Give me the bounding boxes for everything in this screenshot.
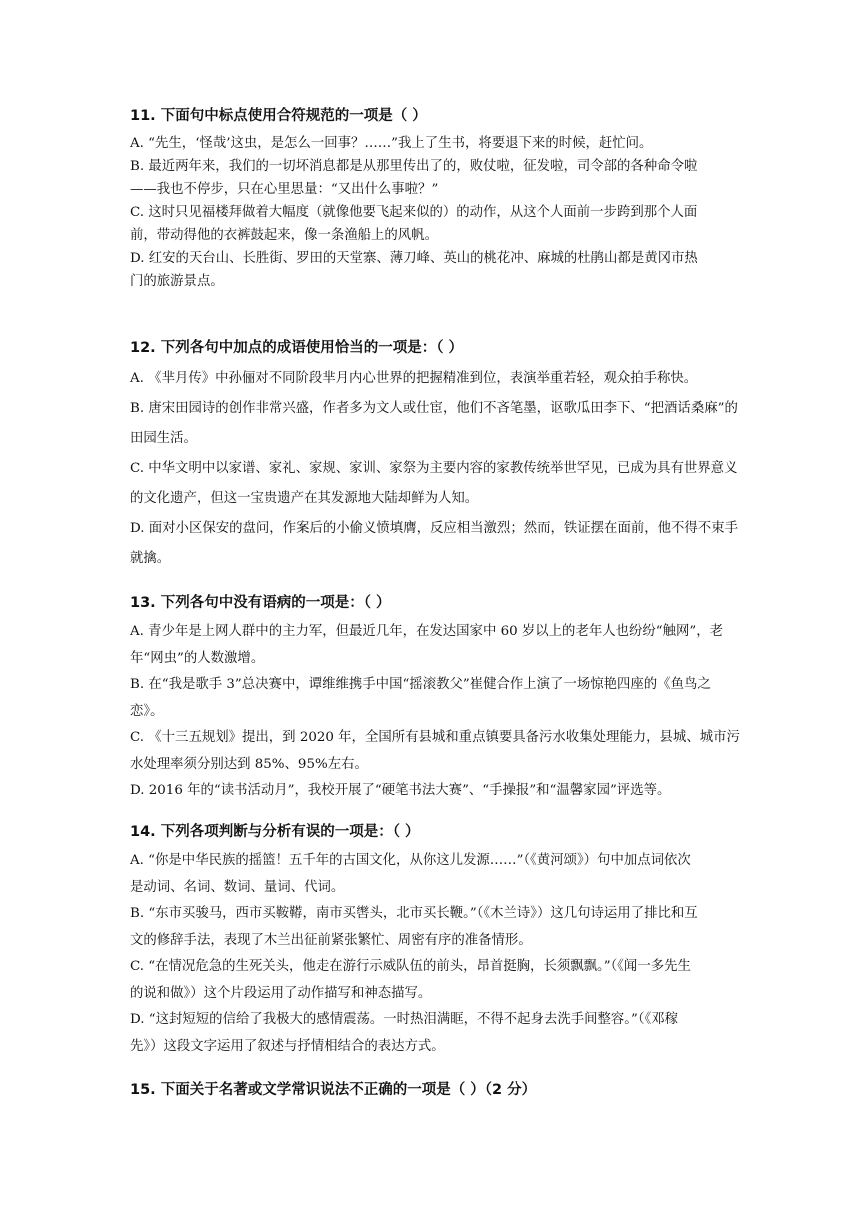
question-13 bbox=[130, 593, 750, 805]
question-12 bbox=[130, 338, 750, 574]
question-13-header: 13. 下列各句中没有语病的一项是：（ ） bbox=[130, 595, 391, 611]
question-15 bbox=[130, 1080, 750, 1106]
question-11-header: 11. 下面句中标点使用合符规范的一项是（ ） bbox=[130, 108, 427, 124]
question-12-option-c: C. 中华文明中以家谱、家礼、家规、家训、家祭为主要内容的家教传统举世罕见，已成为具有世界意义的文化遗产，但这一宝贵遗产在其发源地大陆却鲜为人知。 bbox=[130, 461, 738, 506]
question-14-option-a: A. “你是中华民族的摇篮！五千年的古国文化，从你这儿发源……”（《黄河颂》）句中加点词依次是动词、名词、数词、量词、代词。 bbox=[130, 853, 691, 895]
question-15-header: 15. 下面关于名著或文学常识说法不正确的一项是（ ）（2 分） bbox=[130, 1082, 537, 1098]
question-13-option-d: D. 2016 年的“读书活动月”，我校开展了“硬笔书法大赛”、“手操报”和“温馨家园”评选等。 bbox=[130, 783, 671, 798]
question-13-option-c: C. 《十三五规划》提出，到 2020 年，全国所有县城和重点镇要具备污水收集处理能力，县城、城市污水处理率须分别达到 85%、95%左右。 bbox=[130, 730, 740, 772]
question-14-option-b: B. “东市买骏马，西市买鞍鞯，南市买辔头，北市买长鞭。”（《木兰诗》）这几句诗运用了排比和互文的修辞手法，表现了木兰出征前紧张繁忙、周密有序的准备情形。 bbox=[130, 906, 698, 948]
question-12-option-b: B. 唐宋田园诗的创作非常兴盛，作者多为文人或仕宦，他们不吝笔墨，讴歌瓜田李下、“把酒话桑麻”的田园生活。 bbox=[130, 401, 738, 446]
question-12-option-a: A. 《芈月传》中孙俪对不同阶段芈月内心世界的把握精准到位，表演举重若轻，观众拍手称快。 bbox=[130, 371, 698, 386]
question-14 bbox=[130, 822, 750, 1060]
question-14-option-d: D. “这封短短的信给了我极大的感情震荡。一时热泪满眶，不得不起身去洗手间整容。”（《邓稼先》）这段文字运用了叙述与抒情相结合的表达方式。 bbox=[130, 1012, 678, 1054]
question-12-header: 12. 下列各句中加点的成语使用恰当的一项是：（ ） bbox=[130, 340, 464, 356]
question-11-option-d: D. 红安的天台山、长胜街、罗田的天堂寨、薄刀峰、英山的桃花冲、麻城的杜鹃山都是黄冈市热门的旅游景点。 bbox=[130, 251, 698, 289]
question-13-option-b: B. 在“我是歌手 3”总决赛中，谭维维携手中国“摇滚教父”崔健合作上演了一场惊艳四座的《鱼鸟之恋》。 bbox=[130, 677, 711, 719]
question-14-option-c: C. “在情况危急的生死关头，他走在游行示威队伍的前头，昂首挺胸，长须飘飘。”（《闻一多先生的说和做》）这个片段运用了动作描写和神态描写。 bbox=[130, 959, 691, 1001]
question-13-option-a: A. 青少年是上网人群中的主力军，但最近几年，在发达国家中 60 岁以上的老年人也纷纷“触网”，老年“网虫”的人数激增。 bbox=[130, 624, 724, 666]
question-11 bbox=[130, 106, 750, 293]
question-11-option-b: B. 最近两年来，我们的一切坏消息都是从那里传出了的，败仗啦，征发啦，司令部的各种命令啦——我也不停步，只在心里思量：“又出什么事啦？” bbox=[130, 159, 698, 197]
question-11-option-c: C. 这时只见福楼拜做着大幅度（就像他要飞起来似的）的动作，从这个人面前一步跨到那个人面前，带动得他的衣裤鼓起来，像一条渔船上的风帆。 bbox=[130, 205, 698, 243]
question-11-option-a: A. “先生，‘怪哉’这虫，是怎么一回事？……”我上了生书，将要退下来的时候，赶忙问。 bbox=[130, 136, 653, 151]
question-14-header: 14. 下列各项判断与分析有误的一项是：（ ） bbox=[130, 824, 420, 840]
question-12-option-d: D. 面对小区保安的盘问，作案后的小偷义愤填膺，反应相当激烈；然而，铁证摆在面前，他不得不束手就擒。 bbox=[130, 521, 738, 566]
